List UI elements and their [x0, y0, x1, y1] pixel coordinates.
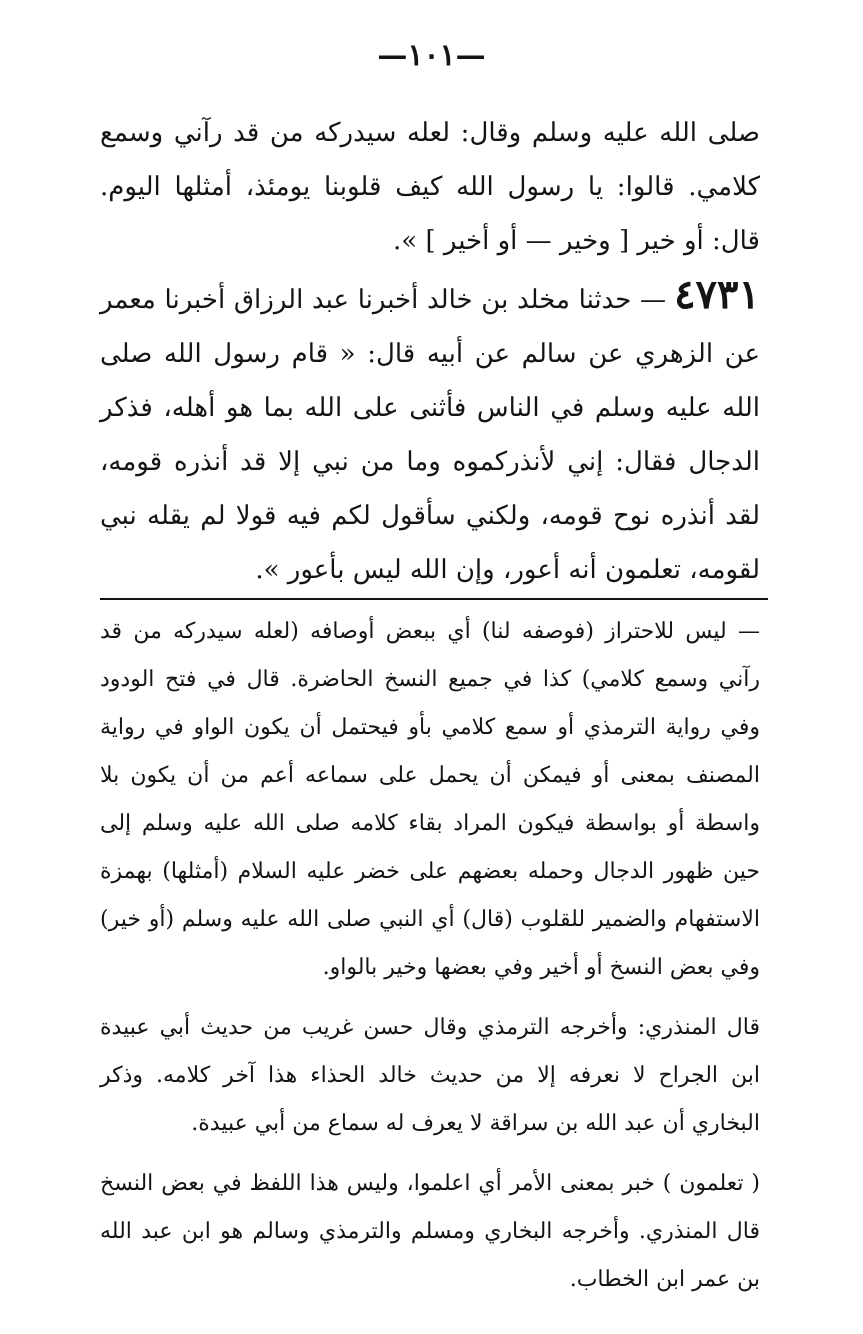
commentary-paragraph-2: قال المنذري: وأخرجه الترمذي وقال حسن غريب من حديث أبي عبيدة ابن الجراح لا نعرفه إلا من حديث خالد الحذاء هذا آخر كلامه. وذكر البخاري أن عبد الله بن سراقة لا يعرف له سماع من أبي عبيدة. [100, 1015, 760, 1136]
hadith-number: ٤٧٣١ [674, 271, 760, 318]
hadith-paragraph [100, 268, 760, 597]
page-number: —١٠١— [377, 38, 486, 73]
footnote-divider [100, 598, 768, 600]
hadith-text: — حدثنا مخلد بن خالد أخبرنا عبد الرزاق أخبرنا معمر عن الزهري عن سالم عن أبيه قال: « قام رسول الله صلى الله عليه وسلم في الناس فأثنى على الله بما هو أهله، فذكر الدجال فقال: إني لأنذركموه وما من نبي إلا قد أنذره قومه، لقد أنذره نوح قومه، ولكني سأقول لكم فيه قولا لم يقله نبي لقومه، تعلمون أنه أعور، وإن الله ليس بأعور ». [100, 285, 760, 585]
main-text [100, 106, 760, 597]
commentary-paragraph-3: ( تعلمون ) خبر بمعنى الأمر أي اعلموا، وليس هذا اللفظ في بعض النسخ قال المنذري. وأخرجه البخاري ومسلم والترمذي وسالم هو ابن عبد الله بن عمر ابن الخطاب. [100, 1171, 760, 1292]
previous-hadith-ending: صلى الله عليه وسلم وقال: لعله سيدركه من قد رآني وسمع كلامي. قالوا: يا رسول الله كيف قلوبنا يومئذ، أمثلها اليوم. قال: أو خير [ وخير — أو أخير ] ». [100, 118, 760, 256]
commentary-paragraph-1: — ليس للاحتراز (فوصفه لنا) أي ببعض أوصافه (لعله سيدركه من قد رآني وسمع كلامي) كذا في جميع النسخ الحاضرة. قال في فتح الودود وفي رواية الترمذي أو سمع كلامي بأو فيحتمل أن يكون الواو في رواية المصنف بمعنى أو فيمكن أن يحمل على سماعه أعم من أن يكون بلا واسطة أو بواسطة فيكون المراد بقاء كلامه صلى الله عليه وسلم إلى حين ظهور الدجال وحمله بعضهم على خضر عليه السلام (أمثلها) بهمزة الاستفهام والضمير للقلوب (قال) أي النبي صلى الله عليه وسلم (أو خير) وفي بعض النسخ أو أخير وفي بعضها وخير بالواو. [100, 619, 760, 980]
commentary [100, 608, 760, 1304]
